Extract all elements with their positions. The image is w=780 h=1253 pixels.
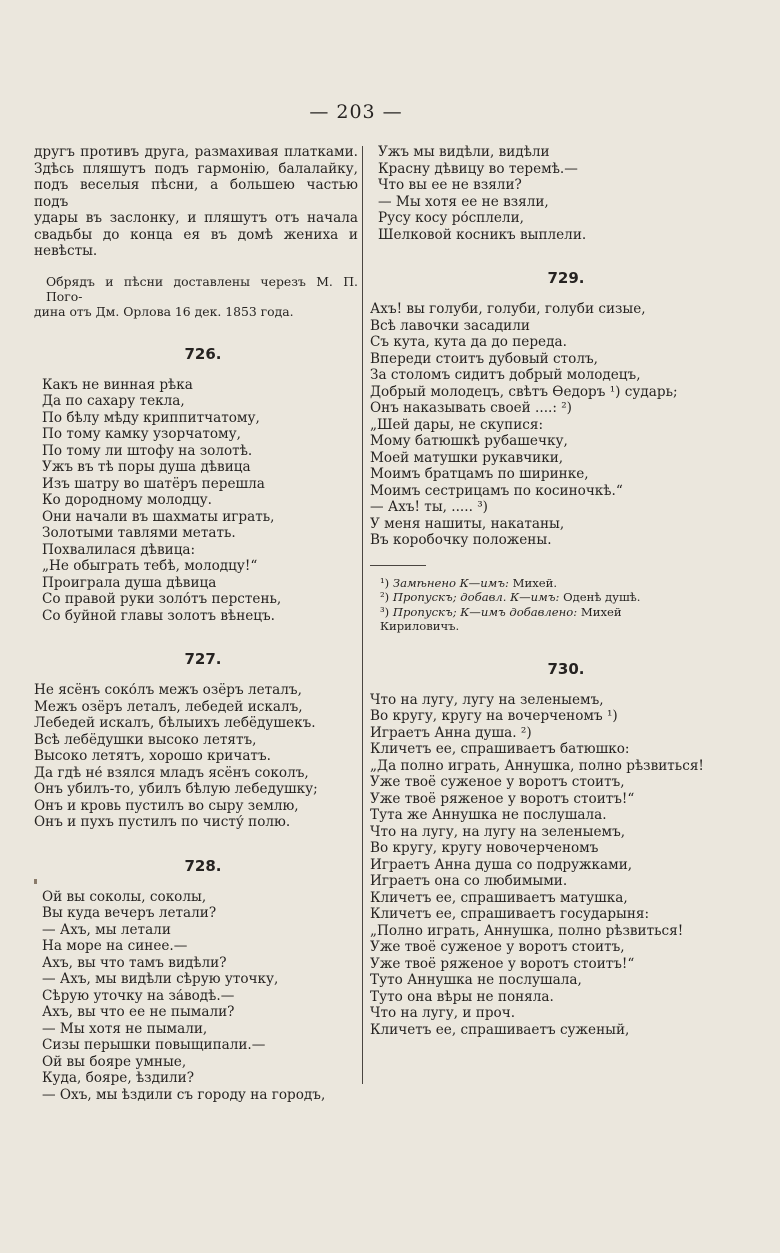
verse-line: — Охъ, мы ѣздили съ городу на городъ, — [42, 1086, 326, 1103]
text-line: удары въ заслонку, и пляшутъ отъ начала — [34, 210, 358, 226]
verse-line: Играетъ Анна душа. ²) — [370, 724, 532, 741]
verse-line: Онъ наказывать своей ....: ²) — [370, 400, 572, 416]
verse-line: Добрый молодецъ, свѣтъ Өедоръ ¹) сударь; — [370, 383, 678, 400]
verse-line: Ой вы бояре умные, — [42, 1053, 187, 1070]
verse-line: За столомъ сидитъ добрый молодецъ, — [370, 367, 641, 383]
verse-line: Кличетъ ее, спрашиваетъ матушка, — [370, 889, 628, 906]
verse-line: Изъ шатру во шатёръ перешла — [42, 475, 265, 492]
verse-line: Ахъ! вы голуби, голуби, голуби сизые, — [370, 301, 646, 317]
footnote-separator — [370, 565, 426, 566]
verse-line: Высоко летятъ, хорошо кричатъ. — [34, 748, 271, 764]
song-number-727: 727. — [184, 650, 222, 668]
verse-line: На море на синее.— — [42, 938, 188, 954]
footnote — [370, 576, 780, 591]
verse-line: Ко дородному молодцу. — [42, 492, 212, 508]
intro-paragraph — [34, 144, 358, 260]
verse-line: Сизы перышки повыщипали.— — [42, 1037, 266, 1053]
footnote-text: Михей. — [512, 575, 558, 590]
verse-line: Во кругу, кругу на вочерченомъ ¹) — [370, 708, 618, 724]
verse-line: Вы куда вечеръ летали? — [42, 905, 217, 921]
footnote-mark: ³) — [380, 604, 390, 619]
verse-line: Кличетъ ее, спрашиваетъ батюшко: — [370, 741, 630, 757]
verse-line: Моимъ братцамъ по ширинке, — [370, 466, 589, 482]
verse-line: Со буйной главы золотъ вѣнецъ. — [42, 607, 276, 624]
song-number-728: 728. — [184, 856, 222, 875]
verse-line: Что на лугу, и проч. — [370, 1005, 516, 1021]
verse-line: Всѣ лавочки засадили — [370, 317, 530, 334]
footnote-mark: ²) — [380, 590, 390, 604]
verse-line: Впереди стоитъ дубовый столъ, — [370, 350, 598, 367]
verse-line: Тута же Аннушка не послушала. — [370, 807, 607, 823]
verse-line: Что вы ее не взяли? — [378, 177, 522, 193]
verse-line: Русу косу ро́сплели, — [378, 210, 524, 226]
verse-line: Во кругу, кругу новочерченомъ — [370, 840, 599, 856]
verse-line: Онъ и пухъ пустилъ по чисту́ полю. — [34, 814, 291, 830]
verse-line: Съ кута, кута да до переда. — [370, 334, 567, 350]
footnote-text: Михей Кириловичъ. — [380, 604, 622, 633]
verse-line: „Не обыграть тебѣ, молодцу!“ — [42, 558, 258, 574]
text-line: Здѣсь пляшутъ подъ гармонію, балалайку, — [34, 160, 358, 177]
song-number-726: 726. — [184, 344, 222, 363]
right-column — [370, 144, 780, 1038]
verse-line: „Полно играть, Аннушка, полно рѣзвиться! — [370, 922, 684, 939]
text-line: невѣсты. — [34, 243, 98, 259]
verse-line: Что на лугу, на лугу на зеленыемъ, — [370, 823, 626, 840]
source-note — [34, 274, 358, 319]
left-column — [34, 144, 358, 1103]
footnotes — [370, 576, 780, 634]
text-line: свадьбы до конца ея въ домѣ жениха и — [34, 226, 358, 243]
verse-line: — Ахъ, мы видѣли сѣрую уточку, — [42, 971, 279, 987]
verse-line: Шелковой косникъ выплели. — [378, 226, 587, 243]
song-729-verse — [370, 301, 780, 549]
verse-line: „Шей дары, не скупися: — [370, 416, 544, 433]
verse-line: Туто Аннушка не послушала, — [370, 972, 582, 988]
footnote-note: Пропускъ; добавл. К—имъ: — [392, 590, 560, 604]
footnote — [370, 605, 680, 634]
footnote-mark: ¹) — [380, 575, 390, 590]
verse-line: По бѣлу мѣду криппитчатому, — [42, 409, 260, 426]
verse-line: Кличетъ ее, спрашиваетъ государыня: — [370, 906, 650, 922]
verse-line: Сѣрую уточку на за́водѣ.— — [42, 987, 235, 1004]
song-728-verse — [34, 889, 358, 1104]
footnote — [370, 590, 780, 605]
verse-line: Ужъ мы видѣли, видѣли — [378, 144, 550, 160]
verse-line: Онъ убилъ-то, убилъ бѣлую лебедушку; — [34, 781, 318, 797]
verse-line: Играетъ она со любимыми. — [370, 873, 568, 889]
verse-line: Моимъ сестрицамъ по косиночкѣ.“ — [370, 482, 623, 499]
verse-line: — Мы хотя не пымали, — [42, 1020, 208, 1037]
song-number-730: 730. — [547, 659, 585, 678]
verse-line: Уже твоё суженое у воротъ стоитъ, — [370, 939, 625, 955]
verse-line: Похвалилася дѣвица: — [42, 541, 196, 558]
verse-line: Какъ не винная рѣка — [42, 376, 193, 393]
verse-line: Моей матушки рукавчики, — [370, 449, 564, 466]
verse-line: — Ахъ, мы летали — [42, 921, 171, 938]
verse-line: „Да полно играть, Аннушка, полно рѣзвиться! — [370, 757, 704, 774]
verse-line: Да по сахару текла, — [42, 393, 185, 409]
verse-line: Золотыми тавлями метать. — [42, 525, 236, 541]
footnote-note: Пропускъ; К—имъ добавлено: — [392, 604, 578, 619]
verse-line: Со правой руки золо́тъ перстень, — [42, 591, 282, 607]
text-line: подъ веселыя пѣсни, а большею частью подъ — [34, 177, 358, 210]
verse-line: Ужъ въ тѣ поры душа дѣвица — [42, 459, 251, 475]
verse-line: Уже твоё ряженое у воротъ стоитъ!“ — [370, 955, 635, 972]
verse-line: По тому ли штофу на золотѣ. — [42, 442, 253, 459]
verse-line: Межъ озёръ леталъ, лебедей искалъ, — [34, 698, 303, 715]
song-728-continuation — [370, 144, 780, 243]
verse-line: Всѣ лебёдушки высоко летятъ, — [34, 731, 257, 748]
verse-line: Уже твоё ряженое у воротъ стоитъ!“ — [370, 790, 635, 807]
verse-line: Ахъ, вы что ее не пымали? — [42, 1004, 235, 1020]
verse-line: По тому камку узорчатому, — [42, 426, 241, 442]
note-line: Обрядъ и пѣсни доставлены черезъ М. П. Пого- — [46, 273, 358, 304]
verse-line: Кличетъ ее, спрашиваетъ суженый, — [370, 1021, 630, 1038]
verse-line: Красну дѣвицу во теремѣ.— — [378, 160, 578, 177]
verse-line: Лебедей искалъ, бѣлыихъ лебёдушекъ. — [34, 715, 316, 731]
verse-line: Не ясёнъ соко́лъ межъ озёръ леталъ, — [34, 682, 302, 698]
verse-line: Играетъ Анна душа со подружками, — [370, 856, 633, 873]
verse-line: У меня нашиты, накатаны, — [370, 515, 565, 532]
page-number: — 203 — — [309, 101, 403, 123]
song-727-verse — [34, 682, 358, 831]
verse-line: Они начали въ шахматы играть, — [42, 508, 275, 525]
footnote-note: Замѣнено К—имъ: — [392, 575, 509, 590]
song-730-verse — [370, 692, 780, 1039]
verse-line: Ой вы соколы, соколы, — [42, 888, 207, 905]
verse-line: Да гдѣ не́ взялся младъ ясёнъ соколъ, — [34, 764, 309, 781]
song-number-729: 729. — [547, 269, 585, 287]
verse-line: — Ахъ! ты, ..... ³) — [370, 499, 488, 515]
verse-line: Въ коробочку положены. — [370, 532, 552, 548]
verse-line: Мому батюшкѣ рубашечку, — [370, 433, 568, 449]
verse-line: Онъ и кровь пустилъ во сыру землю, — [34, 797, 299, 814]
verse-line: Ахъ, вы что тамъ видѣли? — [42, 954, 227, 971]
verse-line: Уже твоё суженое у воротъ стоитъ, — [370, 774, 625, 790]
verse-line: Куда, бояре, ѣздили? — [42, 1070, 194, 1086]
verse-line: Что на лугу, лугу на зеленыемъ, — [370, 691, 604, 708]
footnote-text: Оденѣ душѣ. — [563, 590, 641, 604]
verse-line: Туто она вѣры не поняла. — [370, 988, 554, 1005]
note-line: дина отъ Дм. Орлова 16 дек. 1853 года. — [34, 303, 294, 319]
column-divider — [362, 146, 363, 1084]
text-line: другъ противъ друга, размахивая платками. — [34, 144, 358, 160]
song-726-verse — [34, 377, 358, 625]
verse-line: — Мы хотя ее не взяли, — [378, 193, 549, 210]
verse-line: Проиграла душа дѣвица — [42, 574, 217, 591]
